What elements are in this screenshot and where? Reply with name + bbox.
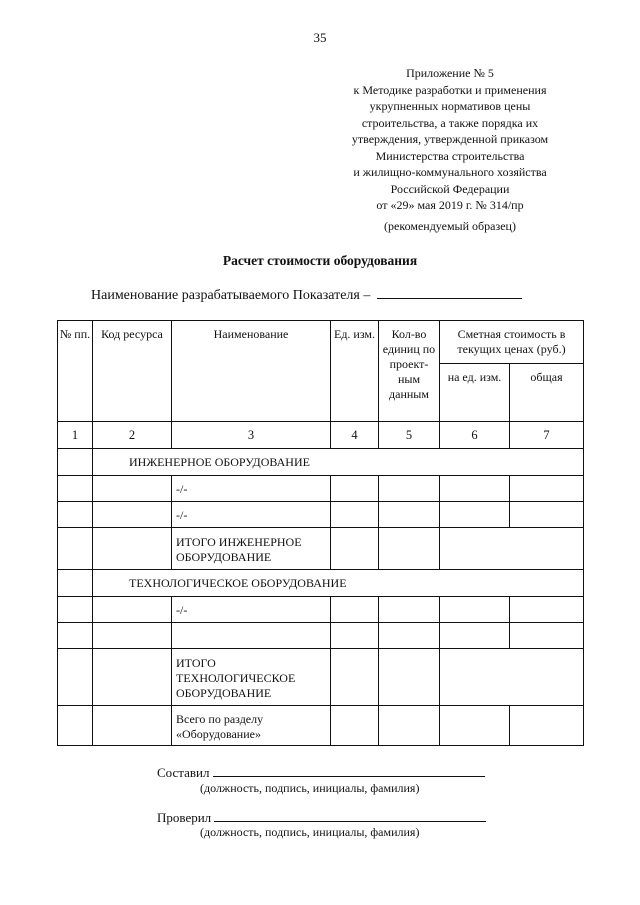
grand-total-label: Всего по разделу «Оборудование» — [172, 706, 331, 746]
column-number: 3 — [172, 422, 331, 449]
header-name: Наименование — [172, 321, 331, 422]
grand-total-row — [58, 706, 584, 746]
compiled-label: Составил — [157, 765, 210, 780]
indicator-label: Наименование разрабатываемого Показателя – — [91, 288, 371, 303]
appendix-line: Российской Федерации — [390, 181, 510, 196]
appendix-line: утверждения, утвержденной приказом — [351, 132, 549, 146]
appendix-line: к Методике разработки и применения — [353, 82, 547, 97]
subtotal-row — [58, 649, 584, 706]
appendix-line: Приложение № 5 — [406, 66, 494, 80]
compiled-hint: (должность, подпись, инициалы, фамилия) — [200, 781, 420, 795]
header-code: Код ресурса — [93, 321, 172, 422]
indicator-blank-line — [377, 286, 522, 299]
checked-label: Проверил — [157, 810, 212, 825]
appendix-line: и жилищно-коммунального хозяйства — [353, 165, 547, 179]
column-number: 5 — [379, 422, 440, 449]
section-row — [58, 570, 584, 597]
appendix-block — [315, 65, 585, 214]
section-row — [58, 449, 584, 476]
item-name — [172, 623, 331, 649]
header-num: № пп. — [58, 321, 93, 422]
appendix-line: Министерства строительства — [375, 148, 525, 163]
table-row — [58, 502, 584, 528]
compiled-by-field — [157, 764, 485, 781]
table-row — [58, 476, 584, 502]
table-row — [58, 623, 584, 649]
equipment-table — [57, 320, 584, 746]
item-name: -/- — [172, 597, 331, 623]
document-title: Расчет стоимости оборудования — [222, 253, 418, 268]
column-number: 2 — [93, 422, 172, 449]
checked-hint: (должность, подпись, инициалы, фамилия) — [200, 825, 420, 839]
section-title: ТЕХНОЛОГИЧЕСКОЕ ОБОРУДОВАНИЕ — [93, 570, 584, 597]
sample-note: (рекомендуемый образец) — [384, 219, 516, 233]
item-name: -/- — [172, 476, 331, 502]
appendix-line: от «29» мая 2019 г. № 314/пр — [376, 198, 524, 212]
subtotal-label: ИТОГО ИНЖЕНЕРНОЕ ОБОРУДОВАНИЕ — [172, 528, 331, 570]
subtotal-label: ИТОГО ТЕХНОЛОГИЧЕСКОЕ ОБОРУДОВАНИЕ — [172, 649, 331, 706]
subtotal-cost-cell — [440, 528, 584, 570]
checked-by-field — [157, 809, 486, 826]
column-number: 7 — [510, 422, 584, 449]
header-total: общая — [510, 364, 584, 422]
checked-signature-line — [214, 809, 486, 822]
subtotal-row — [58, 528, 584, 570]
appendix-line: строительства, а также порядка их — [361, 115, 539, 130]
header-per-unit: на ед. изм. — [440, 364, 510, 422]
column-number: 4 — [331, 422, 379, 449]
header-cost-group: Сметная стоимость в текущих ценах (руб.) — [440, 321, 584, 364]
table-row — [58, 597, 584, 623]
item-name: -/- — [172, 502, 331, 528]
subtotal-cost-cell — [440, 649, 584, 706]
section-title: ИНЖЕНЕРНОЕ ОБОРУДОВАНИЕ — [93, 449, 584, 476]
header-unit: Ед. изм. — [331, 321, 379, 422]
column-number: 1 — [58, 422, 93, 449]
compiled-signature-line — [213, 764, 485, 777]
column-number: 6 — [440, 422, 510, 449]
indicator-field — [91, 286, 522, 304]
appendix-line: укрупненных нормативов цены — [369, 99, 531, 113]
page-number: 35 — [313, 30, 327, 45]
header-qty: Кол-во единиц по проект-ным данным — [379, 321, 440, 422]
